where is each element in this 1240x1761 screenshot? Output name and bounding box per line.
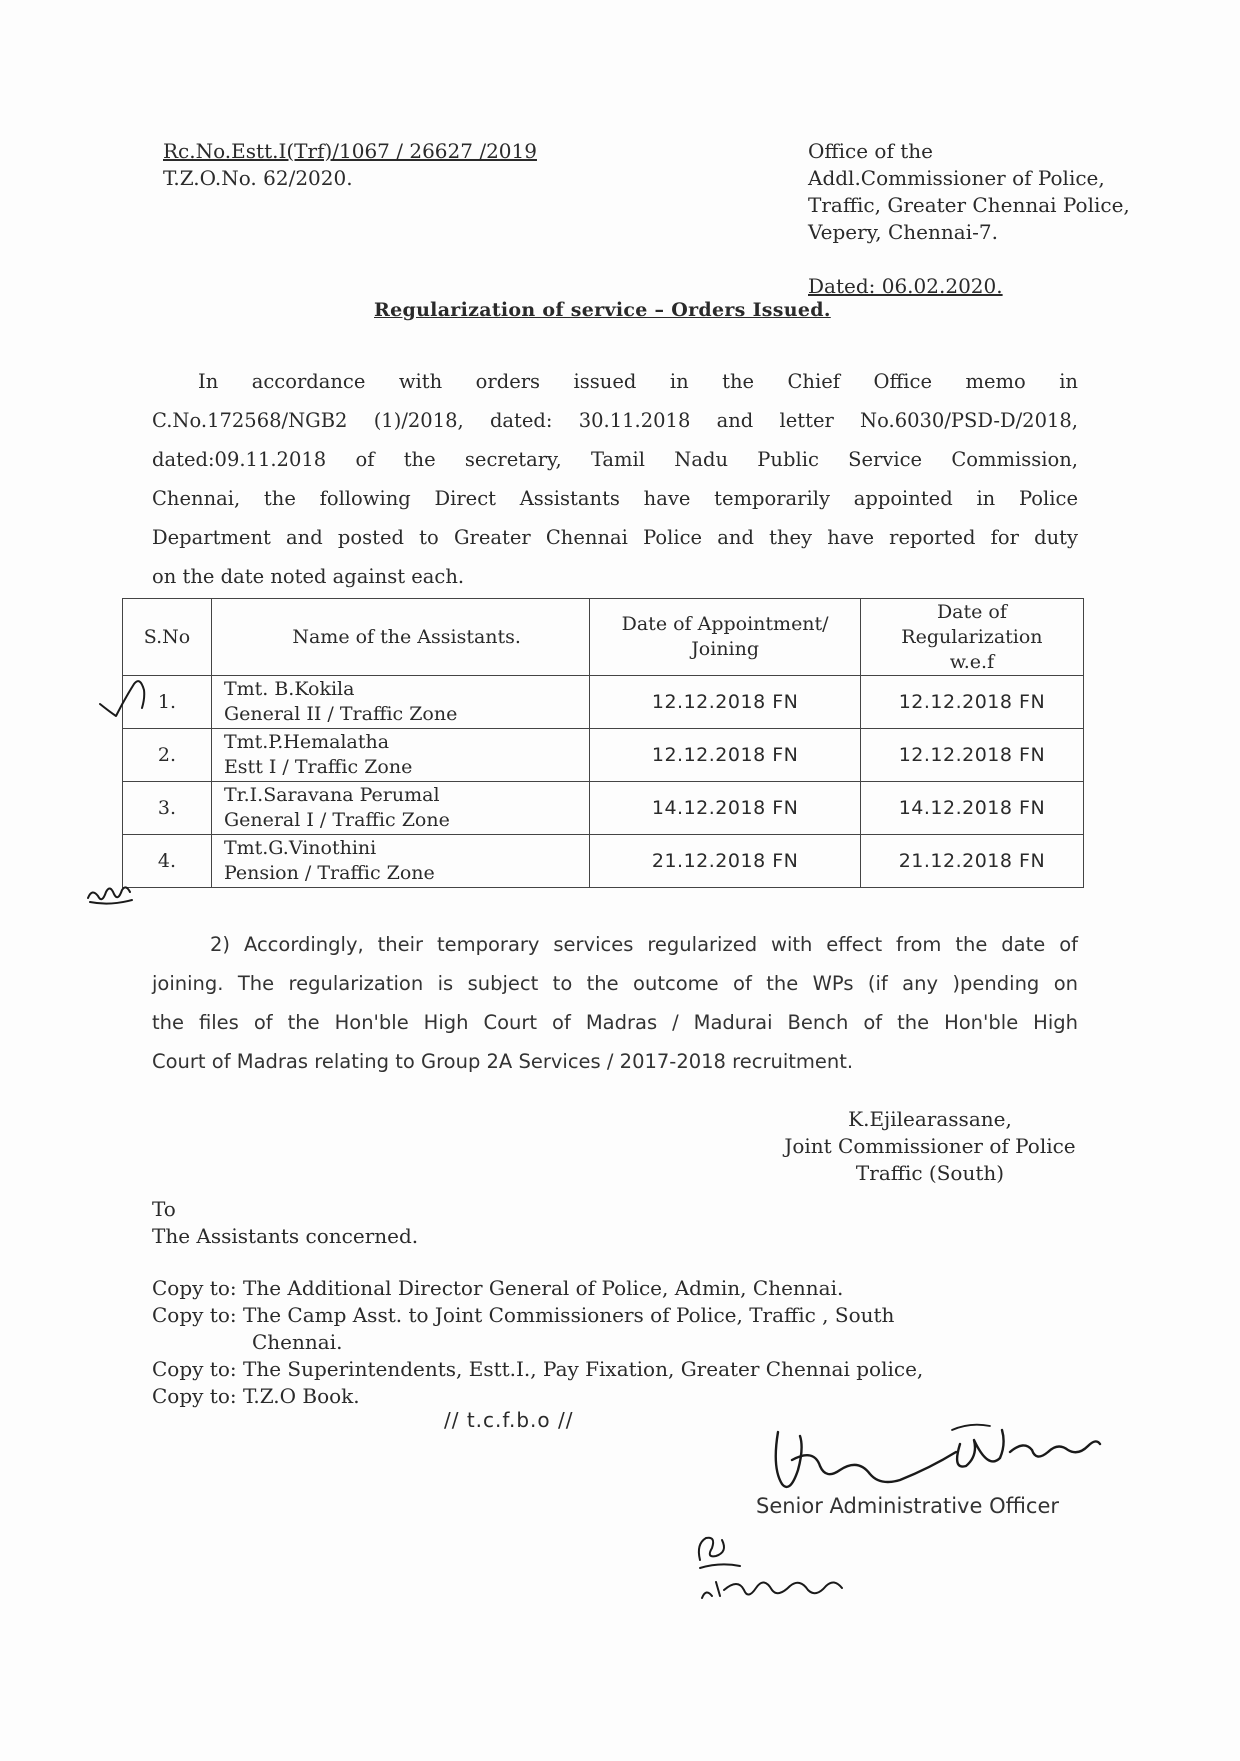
paragraph-line: the files of the Hon'ble High Court of Madras / Madurai Bench of the Hon'ble High — [152, 1011, 1078, 1034]
paragraph-line: dated:09.11.2018 of the secretary, Tamil Nadu Public Service Commission, — [152, 448, 1078, 471]
cell-name: Tmt. B.Kokila General II / Traffic Zone — [211, 676, 589, 729]
cell-appointment: 12.12.2018 FN — [590, 729, 860, 782]
cell-appointment: 21.12.2018 FN — [590, 835, 860, 888]
document-date: Dated: 06.02.2020. — [808, 274, 1003, 298]
tick-mark — [100, 681, 144, 716]
recipient-name: The Assistants concerned. — [152, 1224, 419, 1248]
cell-name: Tmt.G.Vinothini Pension / Traffic Zone — [211, 835, 589, 888]
signature — [776, 1430, 1100, 1487]
header-appointment: Date of Appointment/ Joining — [590, 599, 860, 676]
dated-initials — [699, 1538, 740, 1568]
office-line: Addl.Commissioner of Police, — [808, 166, 1105, 190]
cell-regularization: 21.12.2018 FN — [860, 835, 1083, 888]
copy-line: Copy to: The Additional Director General of Police, Admin, Chennai. — [152, 1276, 844, 1300]
header-name: Name of the Assistants. — [211, 599, 589, 676]
paragraph-line: 2) Accordingly, their temporary services regularized with effect from the date of — [210, 933, 1078, 956]
paragraph-line: Court of Madras relating to Group 2A Services / 2017-2018 recruitment. — [152, 1050, 854, 1073]
cell-appointment: 14.12.2018 FN — [590, 782, 860, 835]
paragraph-line: on the date noted against each. — [152, 565, 465, 588]
cell-regularization: 12.12.2018 FN — [860, 729, 1083, 782]
rc-number: Rc.No.Estt.I(Trf)/1067 / 26627 /2019 — [163, 139, 537, 163]
cell-appointment: 12.12.2018 FN — [590, 676, 860, 729]
cell-name: Tmt.P.Hemalatha Estt I / Traffic Zone — [211, 729, 589, 782]
officer-title: Senior Administrative Officer — [756, 1494, 1060, 1518]
header-regularization: Date of Regularization w.e.f — [860, 599, 1083, 676]
tcfbo-mark: // t.c.f.b.o // — [444, 1408, 574, 1432]
paragraph-line: In accordance with orders issued in the Chief Office memo in — [198, 370, 1078, 393]
paragraph-line: Chennai, the following Direct Assistants have temporarily appointed in Police — [152, 487, 1078, 510]
office-line: Traffic, Greater Chennai Police, — [808, 193, 1130, 217]
office-line: Vepery, Chennai-7. — [808, 220, 998, 244]
copy-line: Copy to: The Camp Asst. to Joint Commissioners of Police, Traffic , South — [152, 1303, 895, 1327]
cell-sno: 1. — [123, 676, 212, 729]
tzo-number: T.Z.O.No. 62/2020. — [163, 166, 353, 190]
signatory-unit: Traffic (South) — [855, 1161, 1005, 1185]
cell-name: Tr.I.Saravana Perumal General I / Traffic Zone — [211, 782, 589, 835]
cell-regularization: 14.12.2018 FN — [860, 782, 1083, 835]
cell-sno: 3. — [123, 782, 212, 835]
office-line: Office of the — [808, 139, 933, 163]
cell-sno: 2. — [123, 729, 212, 782]
cell-regularization: 12.12.2018 FN — [860, 676, 1083, 729]
signatory-name: K.Ejilearassane, — [848, 1107, 1012, 1131]
paragraph-line: Department and posted to Greater Chennai Police and they have reported for duty — [152, 526, 1078, 549]
to-label: To — [152, 1197, 176, 1221]
cell-sno: 4. — [123, 835, 212, 888]
copy-line: Copy to: T.Z.O Book. — [152, 1384, 360, 1408]
paragraph-line: joining. The regularization is subject to the outcome of the WPs (if any )pending on — [152, 972, 1078, 995]
copy-line: Chennai. — [252, 1330, 343, 1354]
signatory-designation: Joint Commissioner of Police — [784, 1134, 1076, 1158]
paragraph-line: C.No.172568/NGB2 (1)/2018, dated: 30.11.2018 and letter No.6030/PSD-D/2018, — [152, 409, 1078, 432]
initial-scribble — [88, 887, 132, 903]
subject-heading: Regularization of service – Orders Issued. — [374, 299, 831, 321]
copy-line: Copy to: The Superintendents, Estt.I., Pay Fixation, Greater Chennai police, — [152, 1357, 924, 1381]
handwritten-date — [702, 1582, 842, 1598]
header-sno: S.No — [123, 599, 212, 676]
